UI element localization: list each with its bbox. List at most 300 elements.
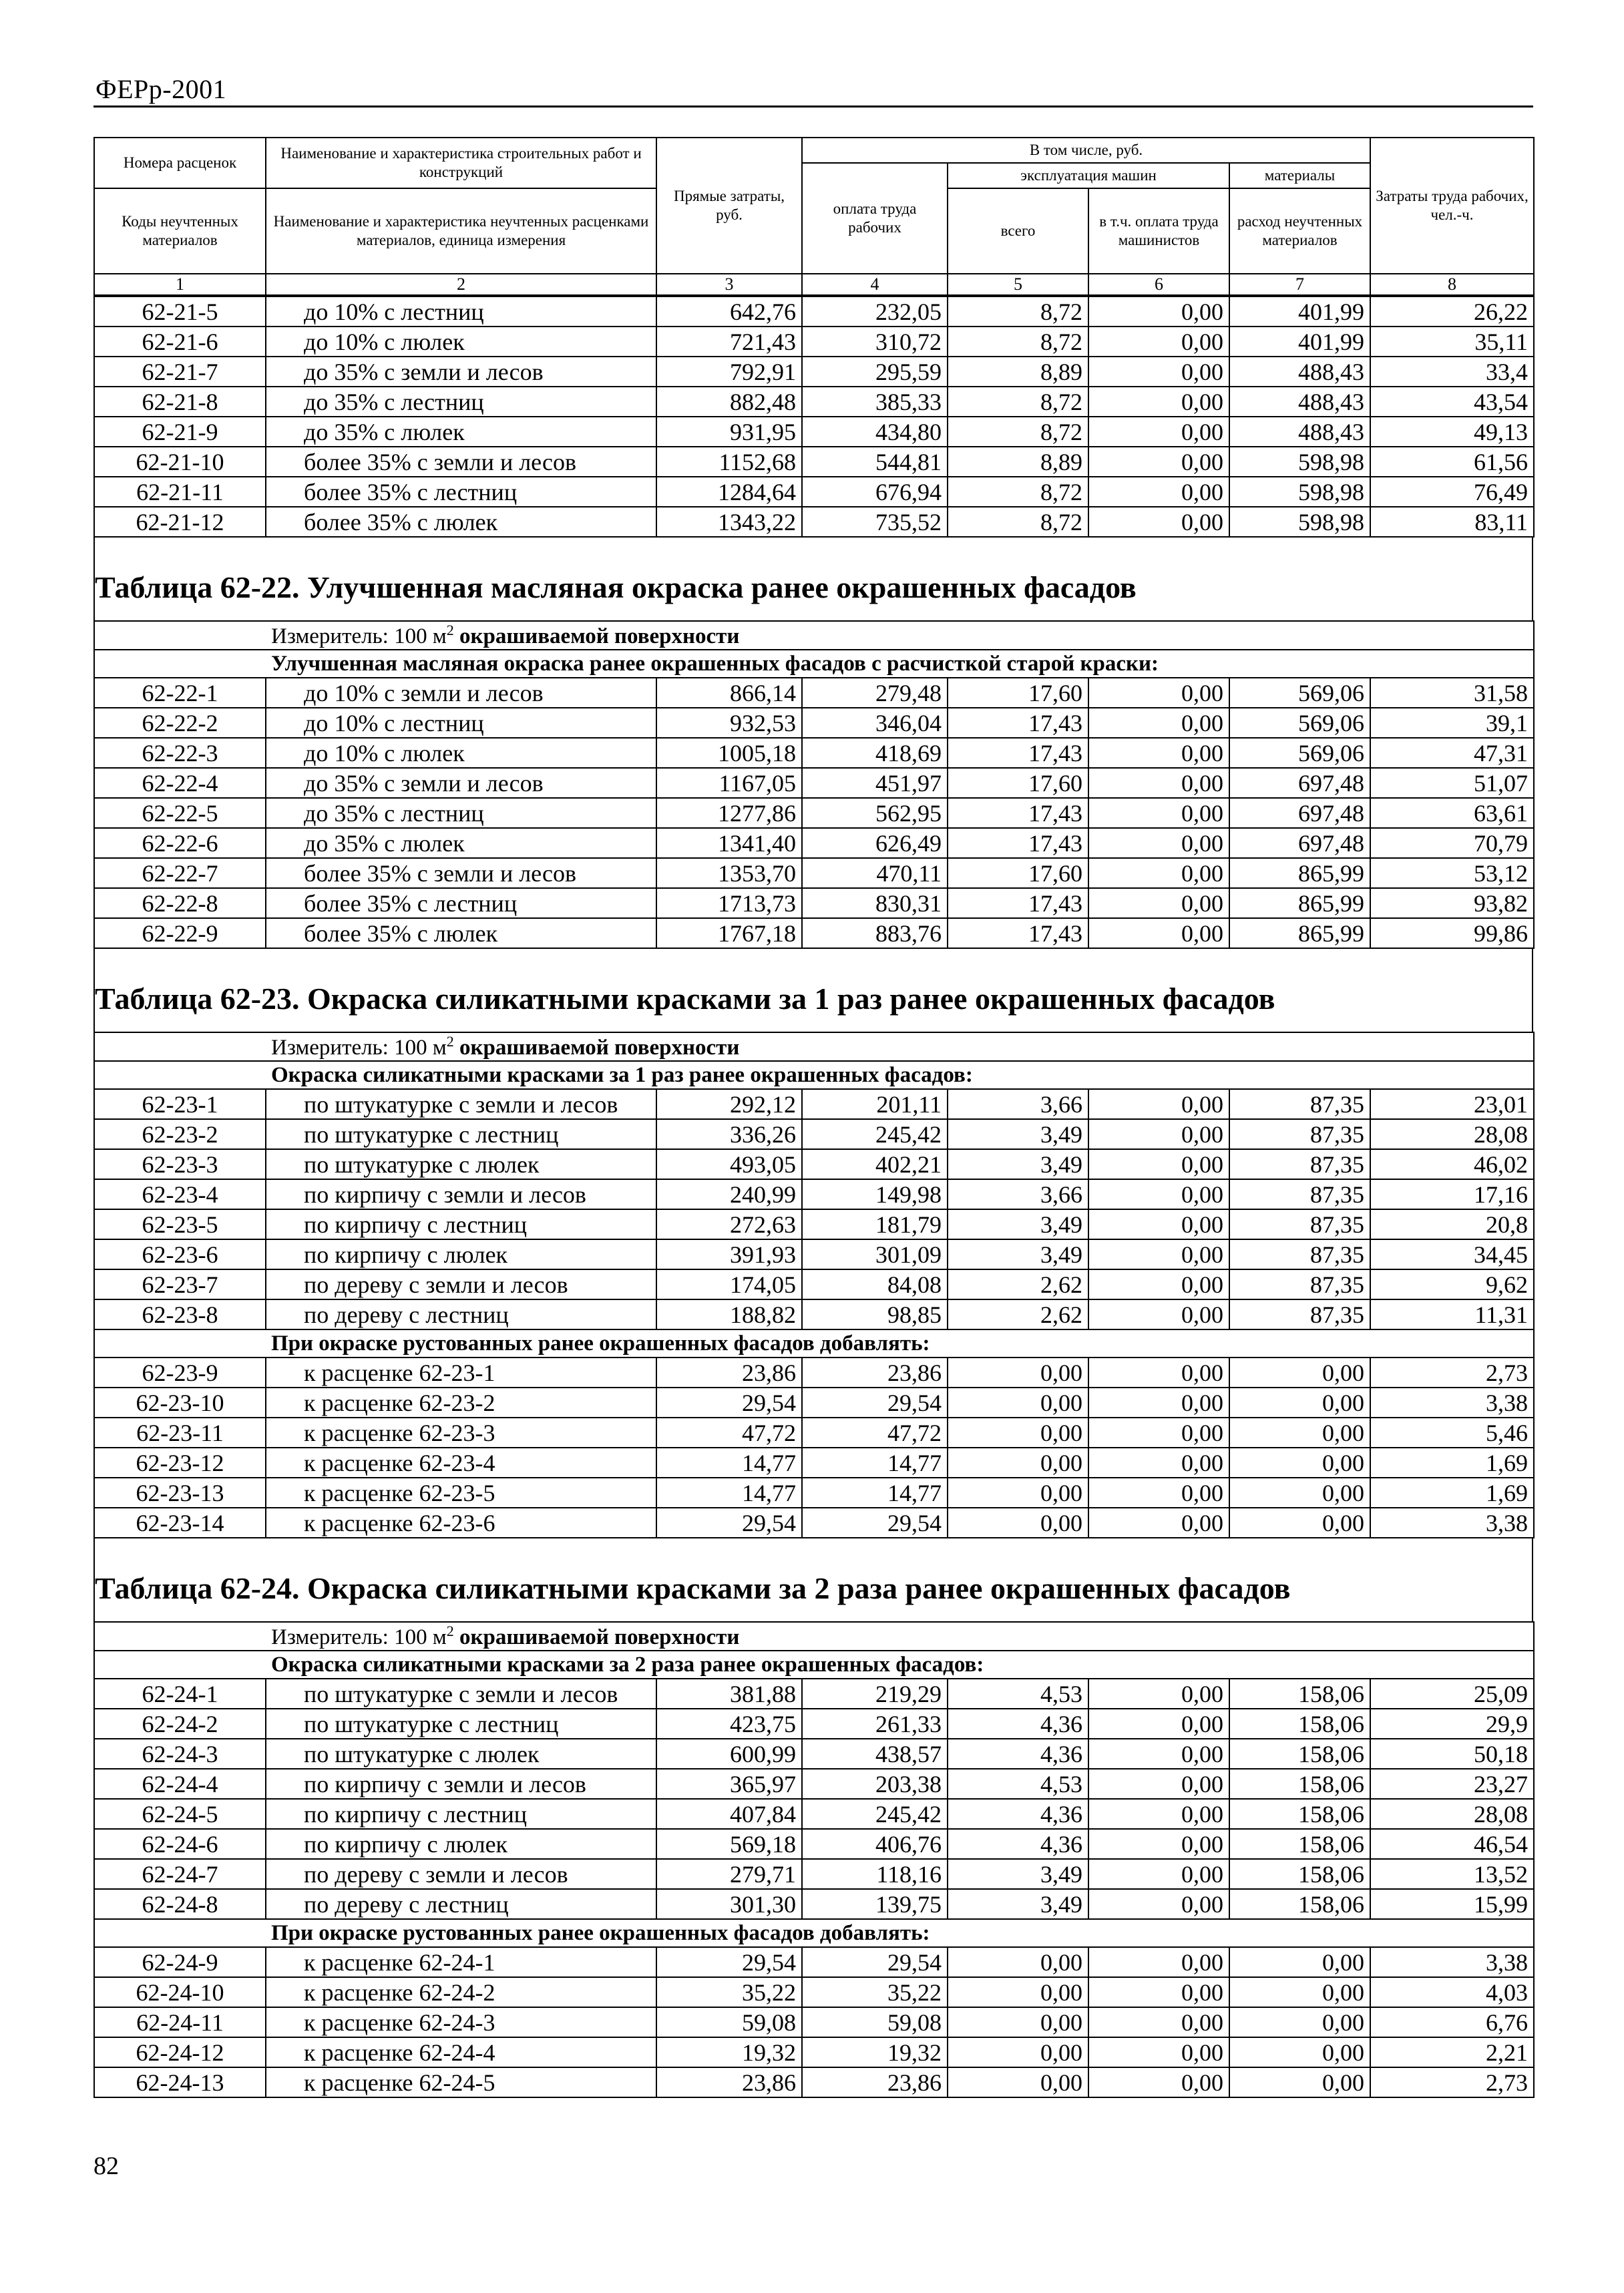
- direct-costs-cell: 365,97: [656, 1769, 802, 1799]
- direct-costs-cell: 292,12: [656, 1089, 802, 1119]
- header-labor-hours: Затраты труда рабочих, чел.-ч.: [1370, 138, 1534, 274]
- section-subheading: Окраска силикатными красками за 1 раз ранее окрашенных фасадов:: [94, 1061, 1534, 1089]
- table-row: [94, 1829, 1534, 1859]
- worker-wages-cell: 181,79: [802, 1209, 948, 1239]
- measure-unit-exponent: 2: [446, 1623, 454, 1639]
- labor-hours-cell: 20,8: [1370, 1209, 1534, 1239]
- table-row: [94, 1299, 1534, 1329]
- column-number: 5: [948, 274, 1088, 295]
- rate-code-cell: 62-24-12: [94, 2037, 266, 2067]
- machine-costs-cell: 2,62: [948, 1299, 1088, 1329]
- machine-costs-cell: 3,66: [948, 1179, 1088, 1209]
- labor-hours-cell: 61,56: [1370, 447, 1534, 477]
- machine-costs-cell: 8,72: [948, 507, 1088, 537]
- worker-wages-cell: 14,77: [802, 1448, 948, 1478]
- table-row: [94, 327, 1534, 357]
- operator-wages-cell: 0,00: [1088, 1508, 1229, 1538]
- labor-hours-cell: 13,52: [1370, 1859, 1534, 1889]
- operator-wages-cell: 0,00: [1088, 327, 1229, 357]
- direct-costs-cell: 29,54: [656, 1947, 802, 1977]
- worker-wages-cell: 406,76: [802, 1829, 948, 1859]
- labor-hours-cell: 2,21: [1370, 2037, 1534, 2067]
- machine-costs-cell: 8,72: [948, 417, 1088, 447]
- machine-costs-cell: 17,43: [948, 798, 1088, 828]
- rate-code-cell: 62-23-8: [94, 1299, 266, 1329]
- work-description-cell: по кирпичу с лестниц: [266, 1799, 656, 1829]
- labor-hours-cell: 9,62: [1370, 1269, 1534, 1299]
- machine-costs-cell: 3,49: [948, 1119, 1088, 1149]
- measure-unit: [94, 1032, 1534, 1061]
- table-62-23-title: Таблица 62-23. Окраска силикатными красками за 1 раз ранее окрашенных фасадов: [95, 982, 1275, 1016]
- direct-costs-cell: 792,91: [656, 357, 802, 387]
- material-costs-cell: 87,35: [1229, 1149, 1370, 1179]
- machine-costs-cell: 8,89: [948, 447, 1088, 477]
- worker-wages-cell: 219,29: [802, 1679, 948, 1709]
- table-62-22-heading: [93, 538, 1533, 620]
- header-material-consumption: расход неучтенных материалов: [1229, 188, 1370, 274]
- operator-wages-cell: 0,00: [1088, 2067, 1229, 2097]
- worker-wages-cell: 261,33: [802, 1709, 948, 1739]
- material-costs-cell: 697,48: [1229, 828, 1370, 858]
- direct-costs-cell: 931,95: [656, 417, 802, 447]
- table-row: [94, 1859, 1534, 1889]
- table-row: [94, 477, 1534, 507]
- work-description-cell: по штукатурке с земли и лесов: [266, 1679, 656, 1709]
- material-costs-cell: 598,98: [1229, 507, 1370, 537]
- table-row: [94, 1709, 1534, 1739]
- table-62-23: [93, 1032, 1535, 1538]
- work-description-cell: до 35% с лестниц: [266, 798, 656, 828]
- worker-wages-cell: 385,33: [802, 387, 948, 417]
- labor-hours-cell: 76,49: [1370, 477, 1534, 507]
- table-row: [94, 447, 1534, 477]
- work-description-cell: до 35% с лестниц: [266, 387, 656, 417]
- work-description-cell: по штукатурке с люлек: [266, 1739, 656, 1769]
- material-costs-cell: 158,06: [1229, 1709, 1370, 1739]
- operator-wages-cell: 0,00: [1088, 798, 1229, 828]
- operator-wages-cell: 0,00: [1088, 387, 1229, 417]
- work-description-cell: более 35% с люлек: [266, 918, 656, 948]
- labor-hours-cell: 34,45: [1370, 1239, 1534, 1269]
- work-description-cell: по дереву с лестниц: [266, 1889, 656, 1919]
- labor-hours-cell: 3,38: [1370, 1508, 1534, 1538]
- machine-costs-cell: 2,62: [948, 1269, 1088, 1299]
- operator-wages-cell: 0,00: [1088, 1859, 1229, 1889]
- table-row: [94, 1448, 1534, 1478]
- operator-wages-cell: 0,00: [1088, 2037, 1229, 2067]
- labor-hours-cell: 4,03: [1370, 1977, 1534, 2007]
- header-rule: [93, 106, 1533, 108]
- work-description-cell: до 10% с лестниц: [266, 708, 656, 738]
- rate-code-cell: 62-23-14: [94, 1508, 266, 1538]
- labor-hours-cell: 2,73: [1370, 1358, 1534, 1388]
- material-costs-cell: 0,00: [1229, 2067, 1370, 2097]
- machine-costs-cell: 17,43: [948, 828, 1088, 858]
- direct-costs-cell: 642,76: [656, 296, 802, 327]
- material-costs-cell: 158,06: [1229, 1739, 1370, 1769]
- material-costs-cell: 0,00: [1229, 2007, 1370, 2037]
- rate-code-cell: 62-22-4: [94, 768, 266, 798]
- table-row: [94, 828, 1534, 858]
- measure-unit-prefix: Измеритель: 100 м: [271, 624, 447, 648]
- table-row: [94, 1358, 1534, 1388]
- labor-hours-cell: 1,69: [1370, 1448, 1534, 1478]
- material-costs-cell: 488,43: [1229, 357, 1370, 387]
- operator-wages-cell: 0,00: [1088, 447, 1229, 477]
- table-62-24-title: Таблица 62-24. Окраска силикатными красками за 2 раза ранее окрашенных фасадов: [95, 1571, 1291, 1605]
- material-costs-cell: 0,00: [1229, 2037, 1370, 2067]
- machine-costs-cell: 0,00: [948, 2037, 1088, 2067]
- direct-costs-cell: 14,77: [656, 1448, 802, 1478]
- table-row: [94, 1769, 1534, 1799]
- machine-costs-cell: 3,49: [948, 1209, 1088, 1239]
- work-description-cell: к расценке 62-23-3: [266, 1418, 656, 1448]
- table-row: [94, 858, 1534, 888]
- rate-code-cell: 62-24-10: [94, 1977, 266, 2007]
- rate-code-cell: 62-24-1: [94, 1679, 266, 1709]
- operator-wages-cell: 0,00: [1088, 1448, 1229, 1478]
- operator-wages-cell: 0,00: [1088, 1947, 1229, 1977]
- worker-wages-cell: 29,54: [802, 1388, 948, 1418]
- table-row: [94, 918, 1534, 948]
- machine-costs-cell: 0,00: [948, 2067, 1088, 2097]
- material-costs-cell: 87,35: [1229, 1119, 1370, 1149]
- work-description-cell: к расценке 62-24-1: [266, 1947, 656, 1977]
- material-costs-cell: 401,99: [1229, 327, 1370, 357]
- column-number-row: [94, 274, 1534, 295]
- column-number: 1: [94, 274, 266, 295]
- direct-costs-cell: 29,54: [656, 1508, 802, 1538]
- operator-wages-cell: 0,00: [1088, 1358, 1229, 1388]
- work-description-cell: до 35% с земли и лесов: [266, 768, 656, 798]
- worker-wages-cell: 418,69: [802, 738, 948, 768]
- section-subheading: Окраска силикатными красками за 2 раза ранее окрашенных фасадов:: [94, 1651, 1534, 1679]
- table-row: [94, 1478, 1534, 1508]
- material-costs-cell: 865,99: [1229, 858, 1370, 888]
- labor-hours-cell: 47,31: [1370, 738, 1534, 768]
- table-row: [94, 417, 1534, 447]
- table-row: [94, 1508, 1534, 1538]
- rate-code-cell: 62-24-6: [94, 1829, 266, 1859]
- material-costs-cell: 87,35: [1229, 1299, 1370, 1329]
- measure-unit-exponent: 2: [446, 622, 454, 638]
- labor-hours-cell: 33,4: [1370, 357, 1534, 387]
- rate-code-cell: 62-22-1: [94, 678, 266, 708]
- worker-wages-cell: 23,86: [802, 2067, 948, 2097]
- material-costs-cell: 569,06: [1229, 738, 1370, 768]
- work-description-cell: к расценке 62-23-2: [266, 1388, 656, 1418]
- operator-wages-cell: 0,00: [1088, 738, 1229, 768]
- machine-costs-cell: 8,72: [948, 477, 1088, 507]
- operator-wages-cell: 0,00: [1088, 1149, 1229, 1179]
- table-row: [94, 1209, 1534, 1239]
- machine-costs-cell: 17,43: [948, 708, 1088, 738]
- direct-costs-cell: 932,53: [656, 708, 802, 738]
- rate-code-cell: 62-21-7: [94, 357, 266, 387]
- worker-wages-cell: 830,31: [802, 888, 948, 918]
- direct-costs-cell: 19,32: [656, 2037, 802, 2067]
- worker-wages-cell: 626,49: [802, 828, 948, 858]
- operator-wages-cell: 0,00: [1088, 1269, 1229, 1299]
- table-header: [93, 137, 1535, 296]
- rate-code-cell: 62-23-10: [94, 1388, 266, 1418]
- operator-wages-cell: 0,00: [1088, 1478, 1229, 1508]
- column-number: 7: [1229, 274, 1370, 295]
- table-row: [94, 296, 1534, 327]
- machine-costs-cell: 4,53: [948, 1769, 1088, 1799]
- rate-code-cell: 62-23-9: [94, 1358, 266, 1388]
- operator-wages-cell: 0,00: [1088, 858, 1229, 888]
- machine-costs-cell: 3,49: [948, 1239, 1088, 1269]
- material-costs-cell: 0,00: [1229, 1947, 1370, 1977]
- material-costs-cell: 158,06: [1229, 1889, 1370, 1919]
- table-row: [94, 507, 1534, 537]
- table-row: [94, 1799, 1534, 1829]
- direct-costs-cell: 381,88: [656, 1679, 802, 1709]
- labor-hours-cell: 5,46: [1370, 1418, 1534, 1448]
- worker-wages-cell: 14,77: [802, 1478, 948, 1508]
- rate-code-cell: 62-23-2: [94, 1119, 266, 1149]
- worker-wages-cell: 310,72: [802, 327, 948, 357]
- labor-hours-cell: 46,02: [1370, 1149, 1534, 1179]
- material-costs-cell: 697,48: [1229, 798, 1370, 828]
- work-description-cell: до 35% с люлек: [266, 417, 656, 447]
- header-worker-wages: оплата труда рабочих: [802, 163, 948, 274]
- rate-code-cell: 62-21-11: [94, 477, 266, 507]
- labor-hours-cell: 39,1: [1370, 708, 1534, 738]
- measure-unit-suffix: окрашиваемой поверхности: [453, 1625, 740, 1649]
- material-costs-cell: 401,99: [1229, 296, 1370, 327]
- labor-hours-cell: 28,08: [1370, 1799, 1534, 1829]
- material-costs-cell: 598,98: [1229, 477, 1370, 507]
- machine-costs-cell: 17,60: [948, 858, 1088, 888]
- labor-hours-cell: 23,01: [1370, 1089, 1534, 1119]
- worker-wages-cell: 883,76: [802, 918, 948, 948]
- worker-wages-cell: 19,32: [802, 2037, 948, 2067]
- direct-costs-cell: 188,82: [656, 1299, 802, 1329]
- direct-costs-cell: 1713,73: [656, 888, 802, 918]
- direct-costs-cell: 1277,86: [656, 798, 802, 828]
- material-costs-cell: 87,35: [1229, 1089, 1370, 1119]
- work-description-cell: по кирпичу с люлек: [266, 1239, 656, 1269]
- direct-costs-cell: 721,43: [656, 327, 802, 357]
- table-row: [94, 1089, 1534, 1119]
- operator-wages-cell: 0,00: [1088, 768, 1229, 798]
- direct-costs-cell: 1152,68: [656, 447, 802, 477]
- section-subheading: Улучшенная масляная окраска ранее окрашенных фасадов с расчисткой старой краски:: [94, 650, 1534, 678]
- table-row: [94, 888, 1534, 918]
- work-description-cell: по кирпичу с земли и лесов: [266, 1769, 656, 1799]
- section-subheading-addition: При окраске рустованных ранее окрашенных фасадов добавлять:: [94, 1329, 1534, 1358]
- machine-costs-cell: 8,89: [948, 357, 1088, 387]
- material-costs-cell: 158,06: [1229, 1799, 1370, 1829]
- rate-code-cell: 62-24-11: [94, 2007, 266, 2037]
- column-number: 2: [266, 274, 656, 295]
- work-description-cell: к расценке 62-24-3: [266, 2007, 656, 2037]
- operator-wages-cell: 0,00: [1088, 477, 1229, 507]
- direct-costs-cell: 1767,18: [656, 918, 802, 948]
- material-costs-cell: 87,35: [1229, 1269, 1370, 1299]
- work-description-cell: по штукатурке с люлек: [266, 1149, 656, 1179]
- material-costs-cell: 0,00: [1229, 1388, 1370, 1418]
- operator-wages-cell: 0,00: [1088, 296, 1229, 327]
- material-costs-cell: 0,00: [1229, 1358, 1370, 1388]
- labor-hours-cell: 70,79: [1370, 828, 1534, 858]
- work-description-cell: к расценке 62-23-6: [266, 1508, 656, 1538]
- machine-costs-cell: 0,00: [948, 2007, 1088, 2037]
- machine-costs-cell: 4,36: [948, 1829, 1088, 1859]
- machine-costs-cell: 17,60: [948, 678, 1088, 708]
- direct-costs-cell: 1343,22: [656, 507, 802, 537]
- table-row: [94, 1179, 1534, 1209]
- table-row: [94, 798, 1534, 828]
- header-material-codes: Коды неучтенных материалов: [94, 188, 266, 274]
- rate-code-cell: 62-24-5: [94, 1799, 266, 1829]
- machine-costs-cell: 0,00: [948, 1478, 1088, 1508]
- operator-wages-cell: 0,00: [1088, 1388, 1229, 1418]
- direct-costs-cell: 1167,05: [656, 768, 802, 798]
- direct-costs-cell: 423,75: [656, 1709, 802, 1739]
- header-rate-numbers: Номера расценок: [94, 138, 266, 188]
- measure-unit-suffix: окрашиваемой поверхности: [453, 1036, 740, 1060]
- rate-code-cell: 62-24-13: [94, 2067, 266, 2097]
- material-costs-cell: 0,00: [1229, 1508, 1370, 1538]
- labor-hours-cell: 50,18: [1370, 1739, 1534, 1769]
- worker-wages-cell: 29,54: [802, 1947, 948, 1977]
- worker-wages-cell: 35,22: [802, 1977, 948, 2007]
- direct-costs-cell: 29,54: [656, 1388, 802, 1418]
- operator-wages-cell: 0,00: [1088, 1119, 1229, 1149]
- material-costs-cell: 158,06: [1229, 1679, 1370, 1709]
- operator-wages-cell: 0,00: [1088, 1709, 1229, 1739]
- operator-wages-cell: 0,00: [1088, 1799, 1229, 1829]
- work-description-cell: по штукатурке с лестниц: [266, 1119, 656, 1149]
- rate-code-cell: 62-22-7: [94, 858, 266, 888]
- worker-wages-cell: 118,16: [802, 1859, 948, 1889]
- direct-costs-cell: 336,26: [656, 1119, 802, 1149]
- worker-wages-cell: 59,08: [802, 2007, 948, 2037]
- table-row: [94, 2007, 1534, 2037]
- measure-unit-prefix: Измеритель: 100 м: [271, 1036, 447, 1060]
- rate-code-cell: 62-21-8: [94, 387, 266, 417]
- rate-code-cell: 62-23-13: [94, 1478, 266, 1508]
- measure-unit: [94, 621, 1534, 650]
- operator-wages-cell: 0,00: [1088, 2007, 1229, 2037]
- rate-code-cell: 62-22-3: [94, 738, 266, 768]
- header-operator-wages: в т.ч. оплата труда машинистов: [1088, 188, 1229, 274]
- work-description-cell: до 10% с люлек: [266, 738, 656, 768]
- direct-costs-cell: 35,22: [656, 1977, 802, 2007]
- table-row: [94, 1239, 1534, 1269]
- work-description-cell: к расценке 62-23-4: [266, 1448, 656, 1478]
- operator-wages-cell: 0,00: [1088, 1089, 1229, 1119]
- labor-hours-cell: 63,61: [1370, 798, 1534, 828]
- header-material-name: Наименование и характеристика неучтенных расценками материалов, единица измерения: [266, 188, 656, 274]
- work-description-cell: по штукатурке с земли и лесов: [266, 1089, 656, 1119]
- machine-costs-cell: 17,43: [948, 918, 1088, 948]
- header-materials: материалы: [1229, 163, 1370, 188]
- direct-costs-cell: 301,30: [656, 1889, 802, 1919]
- labor-hours-cell: 53,12: [1370, 858, 1534, 888]
- rate-code-cell: 62-24-9: [94, 1947, 266, 1977]
- material-costs-cell: 0,00: [1229, 1478, 1370, 1508]
- work-description-cell: до 10% с земли и лесов: [266, 678, 656, 708]
- rate-code-cell: 62-22-5: [94, 798, 266, 828]
- work-description-cell: к расценке 62-24-4: [266, 2037, 656, 2067]
- labor-hours-cell: 31,58: [1370, 678, 1534, 708]
- page-header-title: ФЕРр-2001: [95, 74, 227, 104]
- table-row: [94, 1119, 1534, 1149]
- worker-wages-cell: 402,21: [802, 1149, 948, 1179]
- worker-wages-cell: 301,09: [802, 1239, 948, 1269]
- labor-hours-cell: 3,38: [1370, 1388, 1534, 1418]
- material-costs-cell: 87,35: [1229, 1179, 1370, 1209]
- work-description-cell: по штукатурке с лестниц: [266, 1709, 656, 1739]
- rate-code-cell: 62-23-5: [94, 1209, 266, 1239]
- work-description-cell: по кирпичу с люлек: [266, 1829, 656, 1859]
- material-costs-cell: 0,00: [1229, 1977, 1370, 2007]
- measure-unit-prefix: Измеритель: 100 м: [271, 1625, 447, 1649]
- labor-hours-cell: 43,54: [1370, 387, 1534, 417]
- machine-costs-cell: 0,00: [948, 1977, 1088, 2007]
- work-description-cell: по кирпичу с земли и лесов: [266, 1179, 656, 1209]
- operator-wages-cell: 0,00: [1088, 1739, 1229, 1769]
- table-row: [94, 387, 1534, 417]
- rate-code-cell: 62-23-1: [94, 1089, 266, 1119]
- section-subheading-addition: При окраске рустованных ранее окрашенных фасадов добавлять:: [94, 1919, 1534, 1947]
- direct-costs-cell: 1341,40: [656, 828, 802, 858]
- machine-costs-cell: 3,49: [948, 1149, 1088, 1179]
- table-62-23-heading: [93, 949, 1533, 1032]
- machine-costs-cell: 17,43: [948, 738, 1088, 768]
- direct-costs-cell: 1353,70: [656, 858, 802, 888]
- material-costs-cell: 87,35: [1229, 1239, 1370, 1269]
- machine-costs-cell: 3,49: [948, 1859, 1088, 1889]
- machine-costs-cell: 4,53: [948, 1679, 1088, 1709]
- direct-costs-cell: 493,05: [656, 1149, 802, 1179]
- worker-wages-cell: 201,11: [802, 1089, 948, 1119]
- table-row: [94, 2037, 1534, 2067]
- table-row: [94, 1977, 1534, 2007]
- labor-hours-cell: 15,99: [1370, 1889, 1534, 1919]
- worker-wages-cell: 29,54: [802, 1508, 948, 1538]
- direct-costs-cell: 1005,18: [656, 738, 802, 768]
- rates-document: [93, 137, 1533, 2098]
- page-number: 82: [93, 2152, 119, 2180]
- rate-code-cell: 62-21-6: [94, 327, 266, 357]
- worker-wages-cell: 84,08: [802, 1269, 948, 1299]
- rate-code-cell: 62-21-10: [94, 447, 266, 477]
- work-description-cell: более 35% с лестниц: [266, 888, 656, 918]
- machine-costs-cell: 0,00: [948, 1947, 1088, 1977]
- labor-hours-cell: 11,31: [1370, 1299, 1534, 1329]
- labor-hours-cell: 2,73: [1370, 2067, 1534, 2097]
- machine-costs-cell: 8,72: [948, 387, 1088, 417]
- labor-hours-cell: 28,08: [1370, 1119, 1534, 1149]
- work-description-cell: до 35% с земли и лесов: [266, 357, 656, 387]
- worker-wages-cell: 139,75: [802, 1889, 948, 1919]
- worker-wages-cell: 149,98: [802, 1179, 948, 1209]
- direct-costs-cell: 391,93: [656, 1239, 802, 1269]
- table-row: [94, 1739, 1534, 1769]
- worker-wages-cell: 295,59: [802, 357, 948, 387]
- machine-costs-cell: 8,72: [948, 327, 1088, 357]
- machine-costs-cell: 0,00: [948, 1448, 1088, 1478]
- material-costs-cell: 158,06: [1229, 1769, 1370, 1799]
- work-description-cell: более 35% с люлек: [266, 507, 656, 537]
- rate-code-cell: 62-22-9: [94, 918, 266, 948]
- rate-code-cell: 62-24-4: [94, 1769, 266, 1799]
